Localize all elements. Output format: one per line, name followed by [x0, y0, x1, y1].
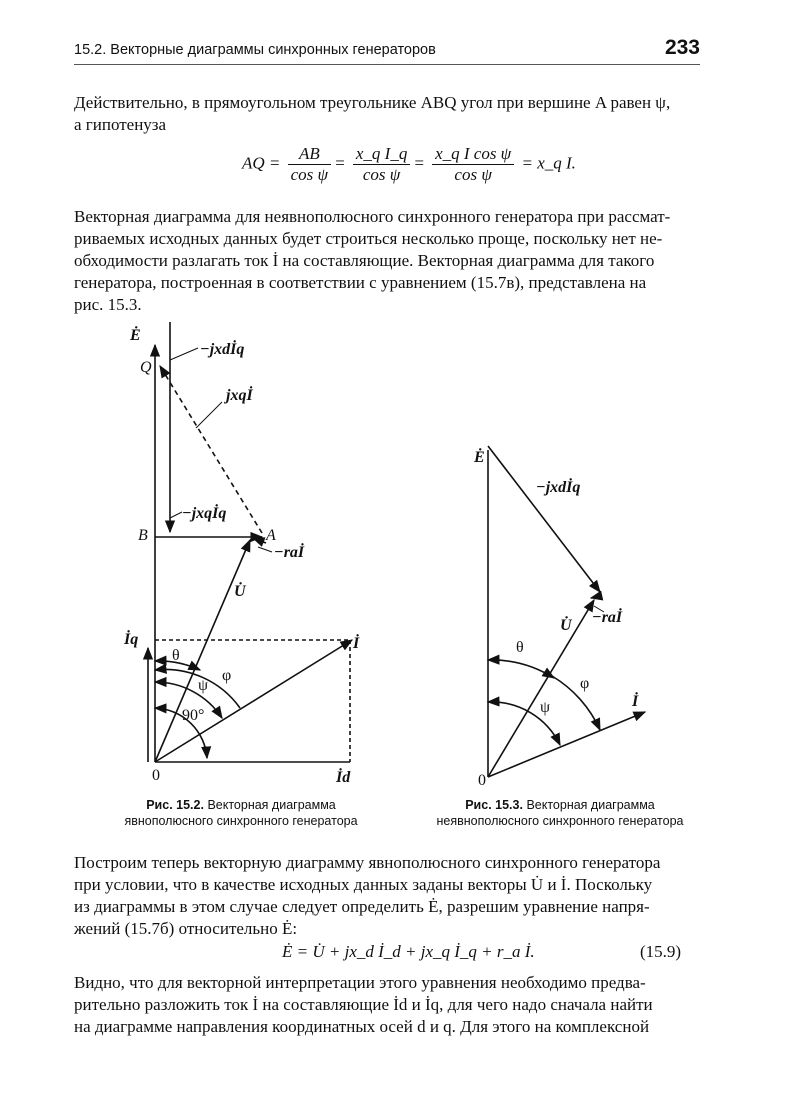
- label-a: A: [266, 527, 276, 544]
- paragraph-4-line: рительно разложить ток İ на составляющие İd и İq, для чего надо сначала найти: [74, 995, 653, 1014]
- label-u: U̇: [560, 617, 572, 634]
- u-vector: [155, 540, 250, 762]
- label-pointer: [170, 348, 198, 360]
- label-psi: ψ: [198, 677, 209, 694]
- equation-15-9: Ė = U̇ + jx_d İ_d + jx_q İ_q + r_a İ.: [282, 942, 535, 961]
- fraction-1-denominator: cos ψ: [290, 165, 329, 184]
- figure-15-2-caption: [84, 797, 398, 829]
- label-theta: θ: [172, 647, 180, 664]
- label-90-degrees: 90°: [182, 707, 205, 724]
- paragraph-2-line: генератора, построенная в соответствии с уравнением (15.7в), представлена на: [74, 273, 647, 292]
- fraction-3-numerator: x_q I cos ψ: [432, 144, 514, 165]
- fraction-2-numerator: x_q I_q: [353, 144, 410, 165]
- section-title: 15.2. Векторные диаграммы синхронных генераторов: [74, 42, 436, 58]
- paragraph-2-line: обходимости разлагать ток İ на составляющие. Векторная диаграмма для такого: [74, 251, 655, 270]
- i-vector: [155, 640, 352, 762]
- label-phi: φ: [222, 667, 232, 684]
- minus-jxdiq-vector: [488, 446, 600, 592]
- theta-arc: [488, 660, 554, 678]
- label-rai: −raİ: [274, 544, 305, 561]
- intro-line-2: а гипотенуза: [74, 115, 167, 134]
- figure-15-2-labels: [123, 325, 360, 786]
- i-vector: [488, 712, 645, 777]
- fraction-3-denominator: cos ψ: [454, 165, 492, 184]
- intro-line-1: Действительно, в прямоугольном треугольнике ABQ угол при вершине A равен ψ,: [74, 93, 671, 112]
- paragraph-4-line: Видно, что для векторной интерпретации этого уравнения необходимо предва-: [74, 973, 646, 992]
- figure-15-3-caption: [412, 797, 708, 829]
- formula-aq: AQ = $\frac{AB}{\text{cos ψ}}$ = $\frac{\text{x\_q I\_q}}{\text{cos ψ}}$ = $\frac{\text{x\_q I cos ψ}}{\text{cos ψ}}$ = x_q I.: [242, 144, 576, 184]
- fraction-1-numerator: AB: [288, 144, 331, 165]
- label-minus-jxdiq: −jxdİq: [536, 479, 581, 496]
- label-pointer: [258, 547, 272, 552]
- rai-vector: [591, 596, 600, 598]
- caption-text: Векторная диаграмма: [526, 798, 655, 812]
- label-i: İ: [632, 693, 639, 710]
- u-vector: [488, 600, 594, 777]
- label-minus-jxdiq: −jxdİq: [200, 341, 245, 358]
- label-e: Ė: [130, 327, 141, 344]
- paragraph-3-line: из диаграммы в этом случае следует определить Ė, разрешим уравнение напря-: [74, 897, 650, 916]
- caption-text-line2: явнополюсного синхронного генератора: [124, 814, 358, 828]
- paragraph-2-line: Векторная диаграмма для неявнополюсного синхронного генератора при рассмат-: [74, 207, 671, 226]
- caption-number: Рис. 15.3.: [465, 798, 523, 812]
- equation-number: (15.9): [640, 942, 682, 961]
- paragraph-3: [74, 852, 700, 940]
- label-iq: İq: [124, 631, 139, 648]
- caption-number: Рис. 15.2.: [146, 798, 204, 812]
- label-origin: 0: [478, 772, 486, 789]
- phi-arc: [552, 676, 600, 730]
- paragraph-4: [74, 972, 700, 1038]
- label-phi: φ: [580, 675, 590, 692]
- paragraph-3-line: жений (15.7б) относительно Ė:: [74, 919, 298, 938]
- paragraph-2-line: рис. 15.3.: [74, 295, 142, 314]
- paragraph-3-line: при условии, что в качестве исходных данных заданы векторы U̇ и İ. Поскольку: [74, 875, 653, 894]
- label-psi: ψ: [540, 699, 551, 716]
- label-pointer: [170, 512, 182, 518]
- label-pointer: [196, 402, 222, 428]
- label-origin: 0: [152, 767, 160, 784]
- label-q: Q: [140, 359, 152, 376]
- label-u: U̇: [234, 583, 246, 600]
- caption-text-line2: неявнополюсного синхронного генератора: [436, 814, 684, 828]
- label-rai: −raİ: [592, 609, 623, 626]
- label-e: Ė: [474, 449, 485, 466]
- label-jxqi: jxqİ: [226, 387, 253, 404]
- formula-lhs: AQ =: [242, 153, 281, 173]
- paragraph-3-line: Построим теперь векторную диаграмму явнополюсного синхронного генератора: [74, 853, 661, 872]
- paragraph-4-line: на диаграмме направления координатных осей d и q. Для этого на комплексной: [74, 1017, 650, 1036]
- label-b: B: [138, 527, 148, 544]
- caption-text: Векторная диаграмма: [207, 798, 336, 812]
- label-theta: θ: [516, 639, 524, 656]
- rai-vector: [253, 538, 266, 543]
- label-id: İd: [336, 769, 351, 786]
- paragraph-2-line: риваемых исходных данных будет строиться несколько проще, поскольку нет не-: [74, 229, 663, 248]
- label-i: İ: [353, 635, 360, 652]
- fraction-2-denominator: cos ψ: [362, 165, 401, 184]
- label-minus-jxqiq: −jxqİq: [182, 505, 227, 522]
- formula-rhs: = x_q I.: [521, 153, 576, 173]
- page-number: 233: [664, 36, 700, 59]
